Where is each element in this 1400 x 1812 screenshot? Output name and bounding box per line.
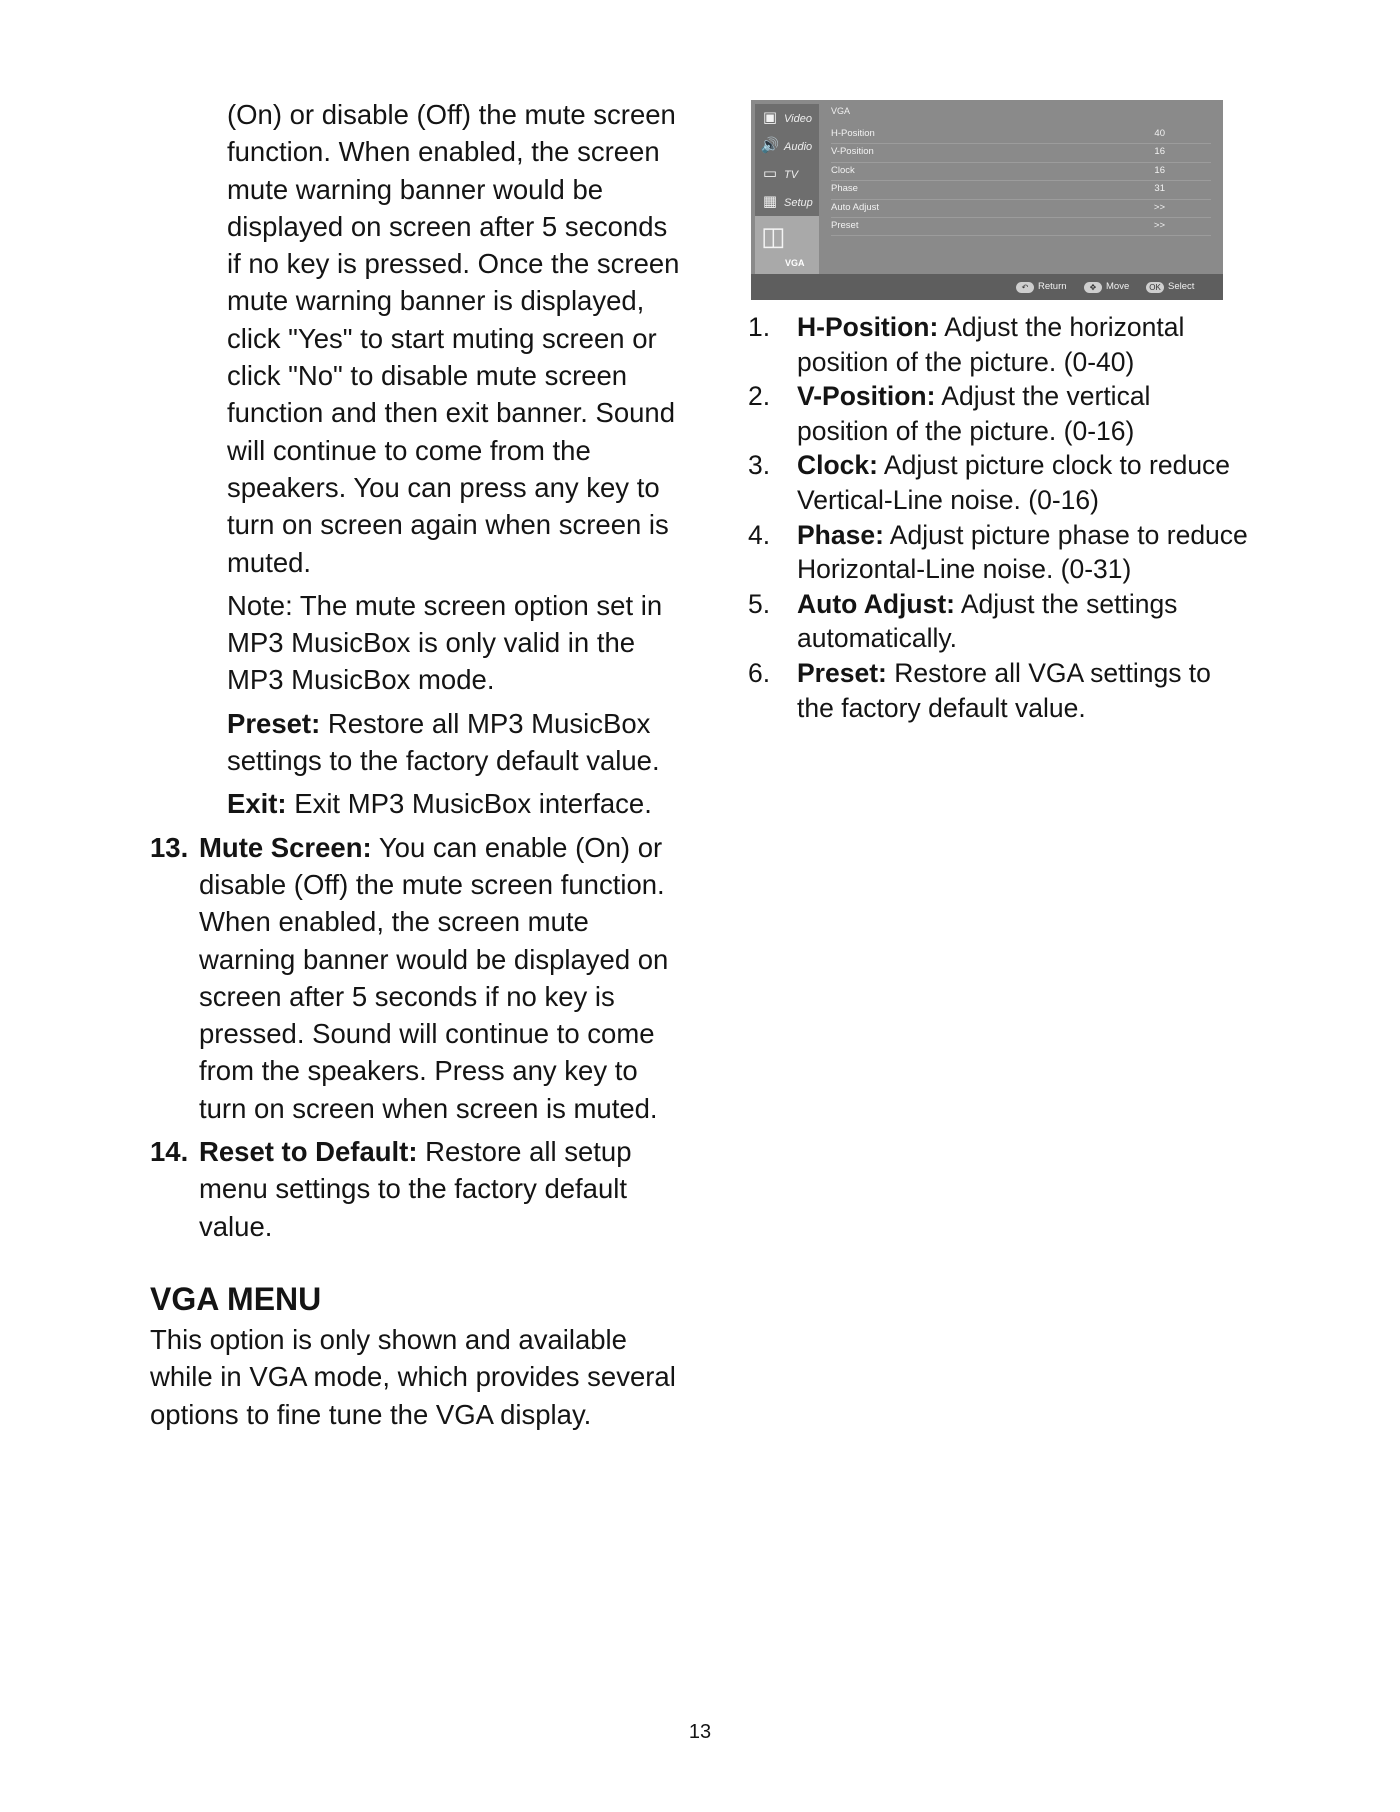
osd-hint-return bbox=[1016, 280, 1067, 294]
osd-row-clock[interactable] bbox=[831, 163, 1211, 181]
vga-osd-screenshot bbox=[751, 100, 1223, 300]
mute-screen-continued-paragraph: (On) or disable (Off) the mute screen function. When enabled, the screen mute warning banner would be displayed on screen after 5 seconds if no key is pressed. Once the screen mute warning banner is displayed, click "Yes" to start muting screen or click "No" to disable mute screen function and then exit banner. Sound will continue to come from the speakers. You can press any key to turn on screen again when screen is muted. bbox=[227, 99, 680, 578]
vga-item-number: 1. bbox=[748, 312, 771, 342]
osd-vga-label: VGA bbox=[785, 258, 805, 268]
osd-sidebar-item-tv[interactable] bbox=[755, 162, 819, 188]
right-column bbox=[748, 100, 1248, 725]
item-13-mute-screen bbox=[150, 829, 680, 1127]
tv-icon: ▭ bbox=[762, 165, 778, 182]
osd-row-v-position[interactable] bbox=[831, 144, 1211, 162]
speaker-icon: 🔊 bbox=[760, 137, 780, 154]
osd-sidebar-label: Audio bbox=[784, 141, 813, 153]
vga-item-number: 4. bbox=[748, 519, 771, 550]
vga-item-term: H-Position: bbox=[797, 312, 939, 342]
osd-sidebar-item-setup[interactable] bbox=[755, 190, 819, 216]
osd-row-name: Preset bbox=[831, 219, 859, 231]
osd-hint-move-label: Move bbox=[1106, 281, 1130, 292]
vga-item-term: Preset: bbox=[797, 657, 887, 688]
vga-menu-heading: VGA MENU bbox=[150, 1280, 322, 1317]
vga-item-h-position bbox=[748, 310, 1248, 379]
vga-item-term: Clock: bbox=[797, 450, 878, 481]
osd-row-name: Auto Adjust bbox=[831, 201, 880, 213]
item-14-number: 14. bbox=[150, 1136, 189, 1168]
item-14-reset-to-default bbox=[150, 1133, 680, 1245]
osd-row-name: Phase bbox=[831, 183, 858, 195]
exit-term: Exit: bbox=[227, 788, 287, 820]
vga-item-v-position bbox=[748, 379, 1248, 448]
vga-item-description: Adjust picture clock to reduce Vertical-Line noise. (0-16) bbox=[797, 450, 1231, 515]
vga-item-clock bbox=[748, 448, 1248, 517]
osd-row-value: 40 bbox=[1154, 128, 1165, 139]
osd-row-auto-adjust[interactable] bbox=[831, 200, 1211, 218]
exit-paragraph bbox=[150, 785, 680, 822]
move-icon: ✥ bbox=[1084, 282, 1102, 293]
osd-row-name: Clock bbox=[831, 164, 855, 176]
vga-menu-intro: This option is only shown and available while in VGA mode, which provides several options to fine tune the VGA display. bbox=[150, 1323, 676, 1430]
osd-row-preset[interactable] bbox=[831, 218, 1211, 236]
vga-item-description: Restore all VGA settings to the factory default value. bbox=[797, 657, 1211, 723]
osd-menu-title: VGA bbox=[831, 106, 851, 116]
item-13-number: 13. bbox=[150, 831, 189, 863]
vga-item-number: 5. bbox=[748, 588, 771, 619]
vga-item-description: Adjust the vertical position of the picture. (0-16) bbox=[797, 381, 1151, 446]
exit-description: Exit MP3 MusicBox interface. bbox=[286, 788, 652, 820]
monitor-icon: ▣ bbox=[762, 109, 778, 126]
osd-row-name: H-Position bbox=[831, 128, 875, 139]
item-13-description: You can enable (On) or disable (Off) the mute screen function. When enabled, the screen mute warning banner would be displayed on screen after 5 seconds if no key is pressed. Sound will continue to come from the speakers. Press any key to turn on screen when screen is muted. bbox=[199, 831, 669, 1124]
osd-row-value: 31 bbox=[1154, 183, 1165, 195]
osd-sidebar-item-audio[interactable] bbox=[755, 134, 819, 160]
osd-row-value: 16 bbox=[1154, 164, 1165, 176]
vga-item-number: 3. bbox=[748, 450, 771, 481]
preset-term: Preset: bbox=[227, 707, 321, 739]
return-icon: ↶ bbox=[1016, 282, 1034, 293]
osd-sidebar-label: Video bbox=[784, 113, 812, 125]
osd-row-phase[interactable] bbox=[831, 181, 1211, 199]
select-icon: OK bbox=[1146, 282, 1164, 293]
left-column bbox=[150, 96, 680, 1433]
osd-row-value: 16 bbox=[1154, 146, 1165, 158]
osd-sidebar-label: Setup bbox=[784, 197, 813, 209]
osd-row-value: >> bbox=[1153, 219, 1165, 231]
vga-item-phase bbox=[748, 518, 1248, 587]
item-14-term: Reset to Default: bbox=[199, 1136, 418, 1168]
osd-hint-return-label: Return bbox=[1038, 281, 1067, 292]
osd-hint-bar bbox=[751, 274, 1223, 300]
vga-connector-icon: ◫ bbox=[761, 221, 786, 251]
vga-item-term: V-Position: bbox=[797, 381, 936, 412]
osd-row-name: V-Position bbox=[831, 146, 874, 158]
vga-item-term: Auto Adjust: bbox=[797, 588, 955, 619]
preset-description: Restore all MP3 MusicBox settings to the factory default value. bbox=[227, 707, 660, 777]
page-number: 13 bbox=[688, 1721, 712, 1743]
vga-item-preset bbox=[748, 656, 1248, 725]
osd-sidebar-item-video[interactable] bbox=[755, 106, 819, 132]
osd-menu-rows bbox=[831, 126, 1211, 236]
item-13-term: Mute Screen: bbox=[199, 831, 372, 863]
osd-hint-select bbox=[1146, 280, 1194, 294]
setup-icon: ▦ bbox=[762, 193, 778, 210]
osd-row-h-position[interactable] bbox=[831, 126, 1211, 144]
vga-menu-items-list bbox=[748, 310, 1248, 725]
vga-item-description: Adjust picture phase to reduce Horizontal-Line noise. (0-31) bbox=[797, 519, 1248, 585]
osd-hint-select-label: Select bbox=[1168, 281, 1195, 292]
osd-hint-move bbox=[1084, 280, 1129, 294]
item-14-description: Restore all setup menu settings to the factory default value. bbox=[199, 1136, 632, 1242]
osd-sidebar-item-vga[interactable] bbox=[755, 216, 819, 274]
vga-item-number: 6. bbox=[748, 657, 771, 688]
vga-item-number: 2. bbox=[748, 381, 771, 412]
osd-row-value: >> bbox=[1153, 201, 1165, 213]
vga-item-description: Adjust the horizontal position of the picture. (0-40) bbox=[797, 312, 1185, 377]
vga-item-auto-adjust bbox=[748, 587, 1248, 656]
vga-item-term: Phase: bbox=[797, 519, 884, 550]
osd-sidebar-label: TV bbox=[784, 169, 799, 181]
musicbox-note: Note: The mute screen option set in MP3 MusicBox is only valid in the MP3 MusicBox mode. bbox=[227, 589, 663, 696]
preset-paragraph bbox=[150, 705, 680, 780]
vga-item-description: Adjust the settings automatically. bbox=[797, 588, 1178, 654]
